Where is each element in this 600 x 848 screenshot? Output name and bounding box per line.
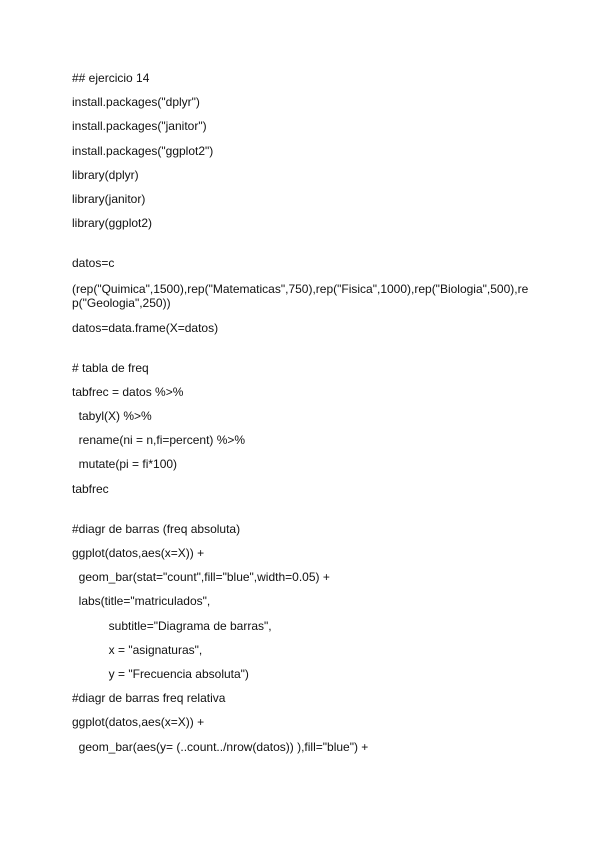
code-line: library(ggplot2) (72, 216, 153, 231)
code-line: ## ejercicio 14 (72, 71, 150, 85)
code-line: tabfrec (72, 481, 109, 496)
code-line: tabyl(X) %>% (72, 409, 152, 424)
code-line: tabfrec = datos %>% (72, 384, 184, 399)
code-line: library(janitor) (72, 191, 146, 206)
code-line: x = "asignaturas", (72, 642, 203, 657)
code-line: install.packages("janitor") (72, 119, 207, 134)
code-line: install.packages("dplyr") (72, 95, 200, 110)
code-line: subtitle="Diagrama de barras", (72, 618, 272, 633)
code-line: mutate(pi = fi*100) (72, 457, 178, 472)
code-line: ggplot(datos,aes(x=X)) + (72, 715, 205, 730)
blank-line (72, 235, 532, 251)
code-line: install.packages("ggplot2") (72, 143, 214, 158)
code-line: rename(ni = n,fi=percent) %>% (72, 433, 246, 448)
code-line: ggplot(datos,aes(x=X)) + (72, 546, 205, 560)
code-line: labs(title="matriculados", (72, 594, 211, 609)
code-line: datos=c (72, 256, 115, 271)
blank-line (72, 501, 532, 517)
code-line: datos=data.frame(X=datos) (72, 320, 219, 335)
code-line: #diagr de barras (freq absoluta) (72, 521, 241, 536)
r-code-block (72, 66, 532, 759)
code-line: library(dplyr) (72, 167, 139, 182)
blank-line (72, 340, 532, 356)
code-line: #diagr de barras freq relativa (72, 691, 226, 706)
code-line: y = "Frecuencia absoluta") (72, 666, 249, 681)
code-line: (rep("Quimica",1500),rep("Matematicas",750),rep("Fisica",1000),rep("Biologia",500),rep("Geologia",250)) (72, 281, 529, 310)
code-line: # tabla de freq (72, 360, 149, 375)
code-line: geom_bar(stat="count",fill="blue",width=0.05) + (72, 570, 330, 585)
code-line: geom_bar(aes(y= (..count../nrow(datos)) ),fill="blue") + (72, 739, 369, 754)
